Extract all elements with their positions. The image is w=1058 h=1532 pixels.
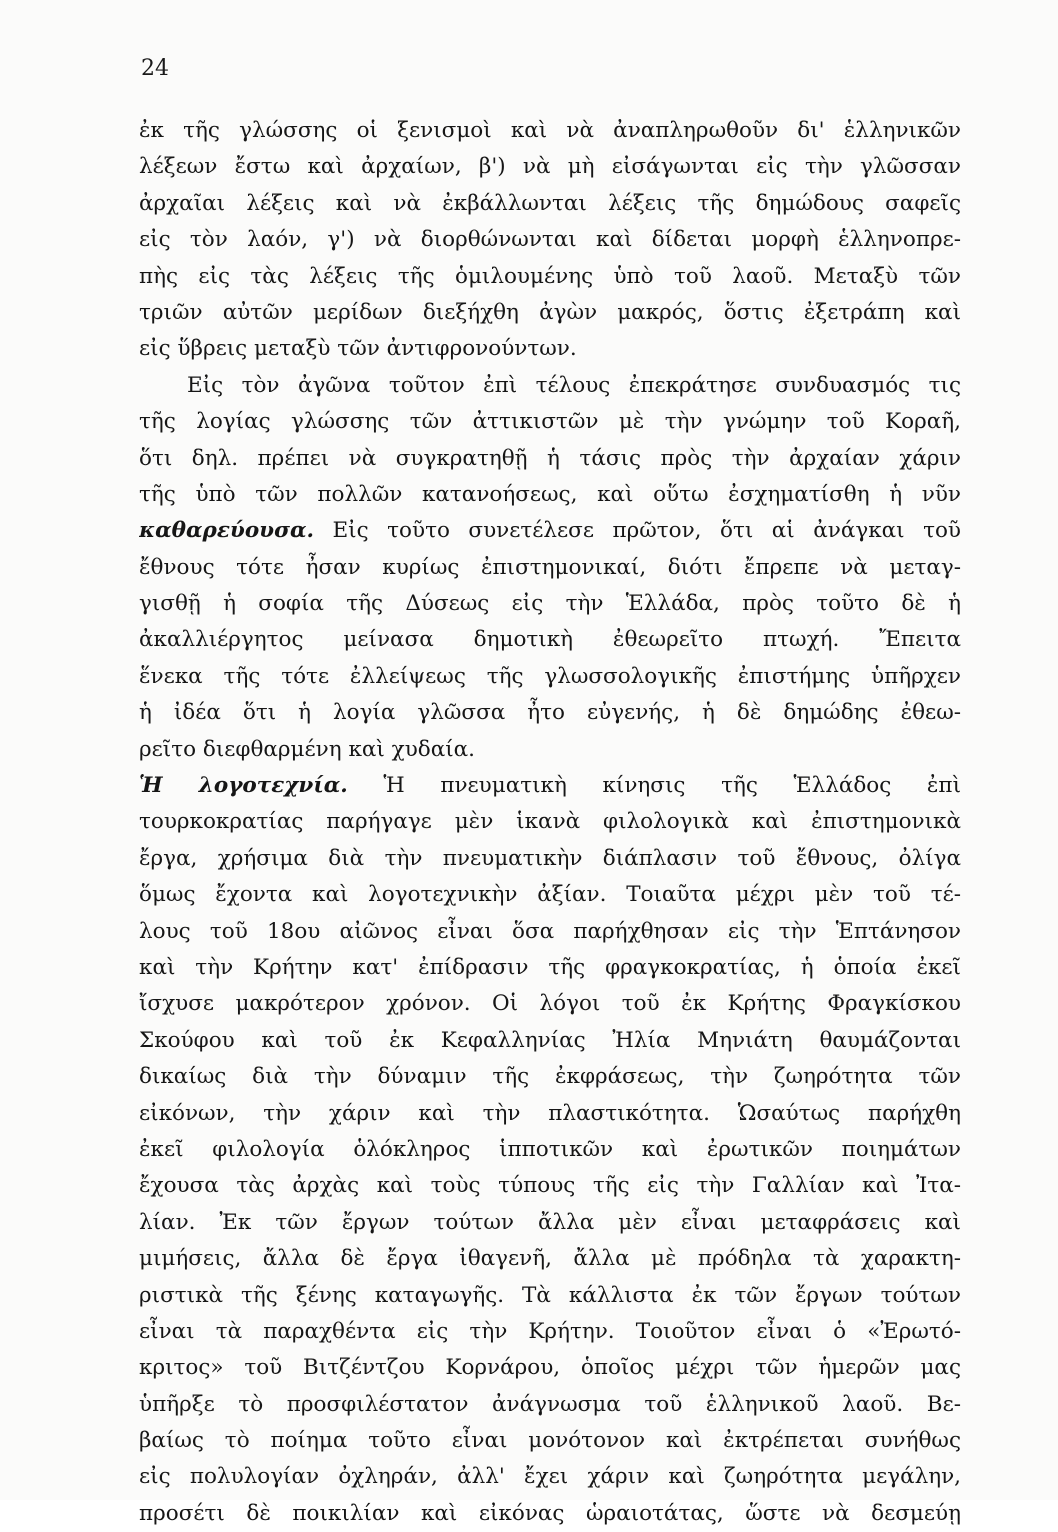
text-line [139, 1350, 961, 1386]
line-text: λέξεων ἔστω καὶ ἀρχαίων, β') νὰ μὴ εἰσάγωνται εἰς τὴν γλῶσσαν [139, 154, 961, 180]
text-line [139, 295, 961, 331]
text-line [139, 877, 961, 913]
text-line [139, 804, 961, 840]
text-line [139, 1168, 961, 1204]
text-line [139, 659, 961, 695]
line-text: τριῶν αὐτῶν μερίδων διεξήχθη ἀγὼν μακρός, ὅστις ἐξετράπη καὶ [139, 299, 961, 325]
text-line [139, 477, 961, 513]
line-text: λους τοῦ 18ου αἰῶνος εἶναι ὅσα παρήχθησαν εἰς τὴν Ἑπτάνησον [139, 918, 961, 944]
line-text: εἰκόνων, τὴν χάριν καὶ τὴν πλαστικότητα. Ὡσαύτως παρήχθη [139, 1100, 961, 1126]
line-text: Εἰς τοῦτο συνετέλεσε πρῶτον, ὅτι αἱ ἀνάγκαι τοῦ [313, 518, 961, 544]
heading-term: Ἡ λογοτεχνία. [139, 773, 348, 799]
body-text [139, 113, 961, 1532]
line-text: λίαν. Ἐκ τῶν ἔργων τούτων ἄλλα μὲν εἶναι μεταφράσεις καὶ [139, 1209, 961, 1235]
line-text: ἀρχαῖαι λέξεις καὶ νὰ ἐκβάλλωνται λέξεις τῆς δημώδους σαφεῖς [139, 190, 961, 216]
page-number: 24 [141, 56, 169, 81]
text-line [139, 950, 961, 986]
line-text: ριστικὰ τῆς ξένης καταγωγῆς. Τὰ κάλλιστα ἐκ τῶν ἔργων τούτων [139, 1282, 961, 1308]
line-text: ἐκεῖ φιλολογία ὁλόκληρος ἱπποτικῶν καὶ ἐρωτικῶν ποιημάτων [139, 1136, 961, 1162]
line-text: εἰς ὕβρεις μεταξὺ τῶν ἀντιφρονούντων. [139, 336, 577, 362]
text-line [139, 1496, 961, 1532]
text-line [139, 1023, 961, 1059]
text-line [139, 732, 961, 768]
text-line [139, 1459, 961, 1495]
text-line [139, 186, 961, 222]
line-text: μιμήσεις, ἄλλα δὲ ἔργα ἰθαγενῆ, ἄλλα μὲ πρόδηλα τὰ χαρακτη- [139, 1246, 961, 1272]
line-text: δικαίως διὰ τὴν δύναμιν τῆς ἐκφράσεως, τὴν ζωηρότητα τῶν [139, 1064, 961, 1090]
line-text: ὅτι δηλ. πρέπει νὰ συγκρατηθῇ ἡ τάσις πρὸς τὴν ἀρχαίαν χάριν [139, 445, 961, 471]
line-text: ρεῖτο διεφθαρμένη καὶ χυδαία. [139, 736, 476, 762]
line-text: εἶναι τὰ παραχθέντα εἰς τὴν Κρήτην. Τοιοῦτον εἶναι ὁ «Ἐρωτό- [139, 1318, 961, 1344]
line-text: Ἡ πνευματικὴ κίνησις τῆς Ἑλλάδος ἐπὶ [347, 773, 961, 799]
line-text: Σκούφου καὶ τοῦ ἐκ Κεφαλληνίας Ἠλία Μηνιάτη θαυμάζονται [139, 1027, 961, 1053]
line-text: εἰς τὸν λαόν, γ') νὰ διορθώνωνται καὶ δίδεται μορφὴ ἑλληνοπρε- [139, 227, 961, 253]
heading-term: καθαρεύουσα. [139, 518, 314, 544]
line-text: ἔθνους τότε ἦσαν κυρίως ἐπιστημονικαί, διότι ἔπρεπε νὰ μεταγ- [139, 554, 961, 580]
line-text: Εἰς τὸν ἀγῶνα τοῦτον ἐπὶ τέλους ἐπεκράτησε συνδυασμός τις [187, 372, 961, 398]
line-text: τουρκοκρατίας παρήγαγε μὲν ἱκανὰ φιλολογικὰ καὶ ἐπιστημονικὰ [139, 809, 961, 835]
text-line [139, 113, 961, 149]
text-line [139, 368, 961, 404]
line-text: εἰς πολυλογίαν ὀχληράν, ἀλλ' ἔχει χάριν καὶ ζωηρότητα μεγάλην, [139, 1464, 961, 1490]
line-text: γισθῇ ἡ σοφία τῆς Δύσεως εἰς τὴν Ἑλλάδα, πρὸς τοῦτο δὲ ἡ [139, 591, 961, 617]
text-line [139, 1387, 961, 1423]
line-text: τῆς ὑπὸ τῶν πολλῶν κατανοήσεως, καὶ οὕτω ἐσχηματίσθη ἡ νῦν [139, 481, 961, 507]
text-line [139, 1096, 961, 1132]
text-line [139, 695, 961, 731]
line-text: ἡ ἰδέα ὅτι ἡ λογία γλῶσσα ἦτο εὐγενής, ἡ δὲ δημώδης ἐθεω- [139, 700, 961, 726]
line-text: καὶ τὴν Κρήτην κατ' ἐπίδρασιν τῆς φραγκοκρατίας, ἡ ὁποία ἐκεῖ [139, 954, 961, 980]
line-text: ἴσχυσε μακρότερον χρόνον. Οἱ λόγοι τοῦ ἐκ Κρήτης Φραγκίσκου [139, 991, 961, 1017]
text-line [139, 331, 961, 367]
text-line [139, 1059, 961, 1095]
line-text: ὑπῆρξε τὸ προσφιλέστατον ἀνάγνωσμα τοῦ ἑλληνικοῦ λαοῦ. Βε- [139, 1391, 961, 1417]
text-line [139, 622, 961, 658]
text-line [139, 1205, 961, 1241]
line-text: ἐκ τῆς γλώσσης οἱ ξενισμοὶ καὶ νὰ ἀναπληρωθοῦν δι' ἑλληνικῶν [139, 118, 961, 143]
text-line [139, 550, 961, 586]
text-line [139, 586, 961, 622]
text-line [139, 441, 961, 477]
line-text: βαίως τὸ ποίημα τοῦτο εἶναι μονότονον καὶ ἐκτρέπεται συνήθως [139, 1428, 961, 1454]
text-line [139, 1241, 961, 1277]
line-text: ὅμως ἔχοντα καὶ λογοτεχνικὴν ἀξίαν. Τοιαῦτα μέχρι μὲν τοῦ τέ- [139, 882, 961, 908]
text-line [139, 513, 961, 549]
line-text: ἔργα, χρήσιμα διὰ τὴν πνευματικὴν διάπλασιν τοῦ ἔθνους, ὀλίγα [139, 845, 961, 871]
text-line [139, 841, 961, 877]
text-line [139, 1423, 961, 1459]
text-line [139, 259, 961, 295]
text-line [139, 404, 961, 440]
line-text: ἀκαλλιέργητος μείνασα δημοτικὴ ἐθεωρεῖτο πτωχή. Ἔπειτα [139, 627, 961, 653]
text-line [139, 768, 961, 804]
line-text: τῆς λογίας γλώσσης τῶν ἀττικιστῶν μὲ τὴν γνώμην τοῦ Κοραῆ, [139, 409, 961, 435]
text-line [139, 222, 961, 258]
text-line [139, 149, 961, 185]
text-line [139, 914, 961, 950]
text-line [139, 986, 961, 1022]
text-line [139, 1278, 961, 1314]
text-line [139, 1314, 961, 1350]
text-line [139, 1132, 961, 1168]
line-text: προσέτι δὲ ποικιλίαν καὶ εἰκόνας ὡραιοτάτας, ὥστε νὰ δεσμεύῃ [139, 1500, 961, 1526]
line-text: πὴς εἰς τὰς λέξεις τῆς ὁμιλουμένης ὑπὸ τοῦ λαοῦ. Μεταξὺ τῶν [139, 263, 961, 289]
line-text: ἔχουσα τὰς ἀρχὰς καὶ τοὺς τύπους τῆς εἰς τὴν Γαλλίαν καὶ Ἰτα- [139, 1173, 961, 1199]
line-text: ἕνεκα τῆς τότε ἐλλείψεως τῆς γλωσσολογικῆς ἐπιστήμης ὑπῆρχεν [139, 663, 961, 689]
line-text: κριτος» τοῦ Βιτζέντζου Κορνάρου, ὁποῖος μέχρι τῶν ἡμερῶν μας [139, 1355, 961, 1381]
